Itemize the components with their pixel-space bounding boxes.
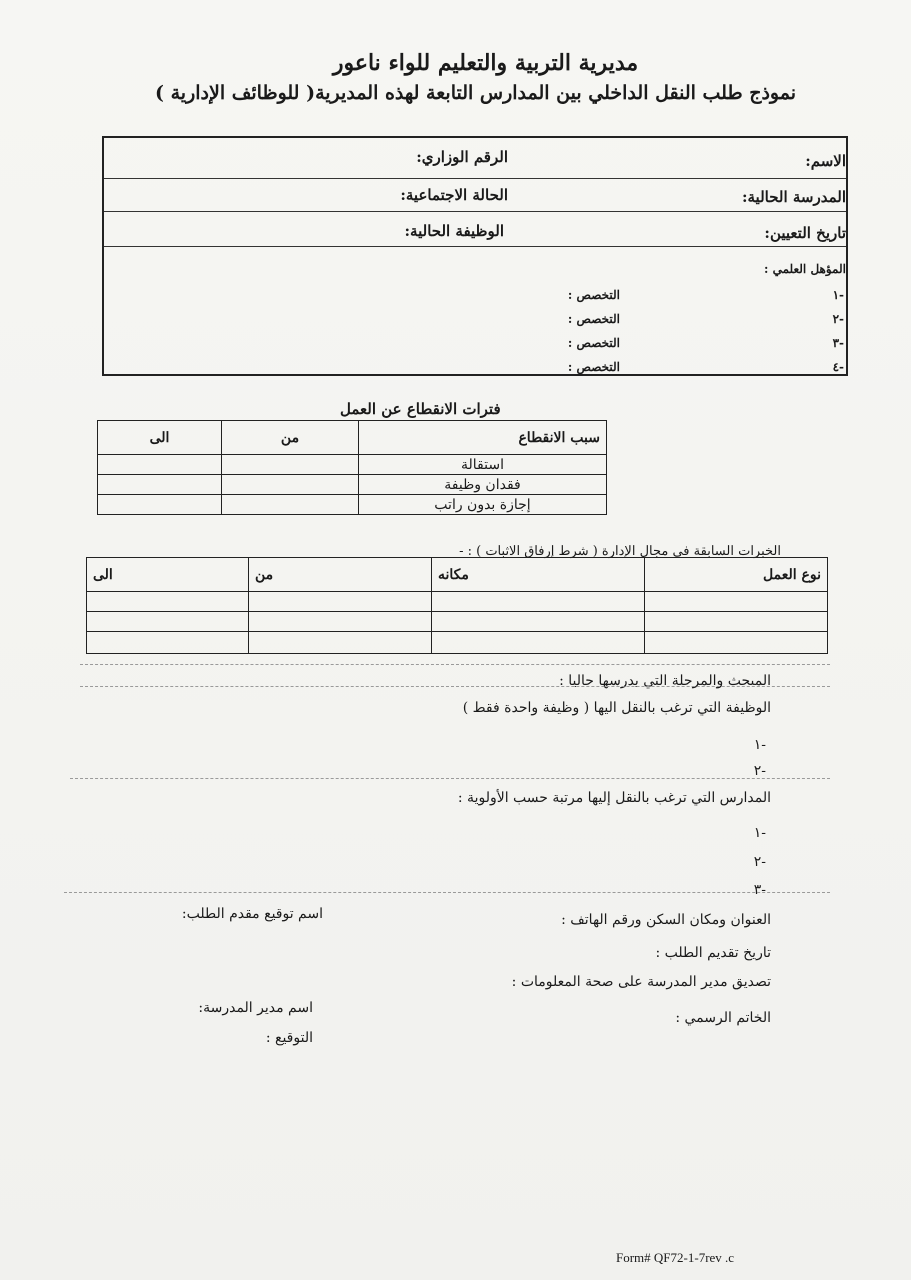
- official-stamp-field: الخاتم الرسمي :: [675, 1010, 771, 1026]
- column-header: نوع العمل: [645, 558, 828, 592]
- principal-name-label: اسم مدير المدرسة:: [198, 1000, 313, 1016]
- current-job-label: الوظيفة الحالية:: [404, 222, 504, 240]
- table-cell[interactable]: [98, 475, 222, 495]
- current-school-label: المدرسة الحالية:: [741, 188, 846, 206]
- divider: [80, 686, 830, 687]
- table-cell[interactable]: [645, 632, 828, 654]
- school-option-number: -٣: [753, 882, 766, 898]
- column-header: الى: [98, 421, 222, 455]
- qualification-label: المؤهل العلمي :: [763, 262, 846, 276]
- page-subtitle: نموذج طلب النقل الداخلي بين المدارس التابعة لهذه المديرية( للوظائف الإدارية ): [154, 82, 797, 104]
- interruptions-heading: فترات الانقطاع عن العمل: [340, 400, 501, 418]
- divider: [104, 178, 846, 179]
- table-cell[interactable]: [222, 495, 359, 515]
- table-row: [98, 475, 607, 495]
- specialization-label: التخصص :: [567, 312, 620, 326]
- specialization-label: التخصص :: [567, 336, 620, 350]
- table-cell[interactable]: [87, 632, 249, 654]
- table-cell: فقدان وظيفة: [359, 475, 607, 495]
- column-header: مكانه: [432, 558, 645, 592]
- column-header: من: [249, 558, 432, 592]
- specialization-label: التخصص :: [567, 360, 620, 374]
- table-cell[interactable]: [98, 455, 222, 475]
- table-cell[interactable]: [645, 612, 828, 632]
- name-label: الاسم:: [805, 152, 846, 170]
- interruptions-table: [97, 420, 607, 515]
- desired-job-field: الوظيفة التي ترغب بالنقل اليها ( وظيفة واحدة فقط ): [462, 700, 771, 716]
- table-cell[interactable]: [87, 612, 249, 632]
- desired-schools-field: المدارس التي ترغب بالنقل إليها مرتبة حسب الأولوية :: [457, 790, 771, 806]
- table-row: [87, 612, 828, 632]
- table-cell[interactable]: [432, 632, 645, 654]
- subject-stage-field: المبحث والمرحلة التي يدرسها حاليا :: [559, 673, 771, 689]
- column-header: من: [222, 421, 359, 455]
- divider: [70, 778, 830, 779]
- qualification-number: -١: [832, 288, 844, 302]
- qualification-number: -٣: [832, 336, 844, 350]
- signature-label: التوقيع :: [265, 1030, 313, 1046]
- divider: [80, 664, 830, 665]
- table-cell[interactable]: [222, 455, 359, 475]
- divider: [104, 211, 846, 212]
- experience-table: [86, 557, 828, 654]
- table-cell: إجازة بدون راتب: [359, 495, 607, 515]
- experience-heading: الخبرات السابقة في مجال الإدارة ( شرط إرفاق الاثبات ) : -: [459, 544, 781, 559]
- table-cell[interactable]: [249, 592, 432, 612]
- table-cell[interactable]: [249, 632, 432, 654]
- school-option-number: -٢: [753, 854, 766, 870]
- form-number: Form# QF72-1-7rev .c: [616, 1250, 735, 1265]
- job-option-number: -١: [753, 737, 766, 753]
- ministry-number-label: الرقم الوزاري:: [416, 148, 508, 166]
- qualification-number: -٤: [832, 360, 844, 374]
- divider: [64, 892, 830, 893]
- table-row: [98, 495, 607, 515]
- table-cell: استقالة: [359, 455, 607, 475]
- social-status-label: الحالة الاجتماعية:: [400, 186, 508, 204]
- table-cell[interactable]: [249, 612, 432, 632]
- specialization-label: التخصص :: [567, 288, 620, 302]
- table-row: [98, 455, 607, 475]
- table-cell[interactable]: [432, 592, 645, 612]
- table-header-row: [98, 421, 607, 455]
- submission-date-field: تاريخ تقديم الطلب :: [655, 945, 771, 961]
- column-header: الى: [87, 558, 249, 592]
- divider: [104, 246, 846, 247]
- personal-info-box: [102, 136, 848, 376]
- table-cell[interactable]: [98, 495, 222, 515]
- column-header: سبب الانقطاع: [359, 421, 607, 455]
- applicant-signature-label: اسم توقيع مقدم الطلب:: [181, 906, 323, 922]
- table-row: [87, 632, 828, 654]
- principal-certification-field: تصديق مدير المدرسة على صحة المعلومات :: [511, 974, 771, 990]
- school-option-number: -١: [753, 825, 766, 841]
- table-cell[interactable]: [432, 612, 645, 632]
- page-title: مديرية التربية والتعليم للواء ناعور: [332, 50, 639, 76]
- qualification-number: -٢: [832, 312, 844, 326]
- address-phone-field: العنوان ومكان السكن ورقم الهاتف :: [561, 912, 771, 928]
- table-cell[interactable]: [222, 475, 359, 495]
- appointment-date-label: تاريخ التعيين:: [764, 224, 846, 242]
- table-cell[interactable]: [645, 592, 828, 612]
- table-header-row: [87, 558, 828, 592]
- table-cell[interactable]: [87, 592, 249, 612]
- job-option-number: -٢: [753, 763, 766, 779]
- table-row: [87, 592, 828, 612]
